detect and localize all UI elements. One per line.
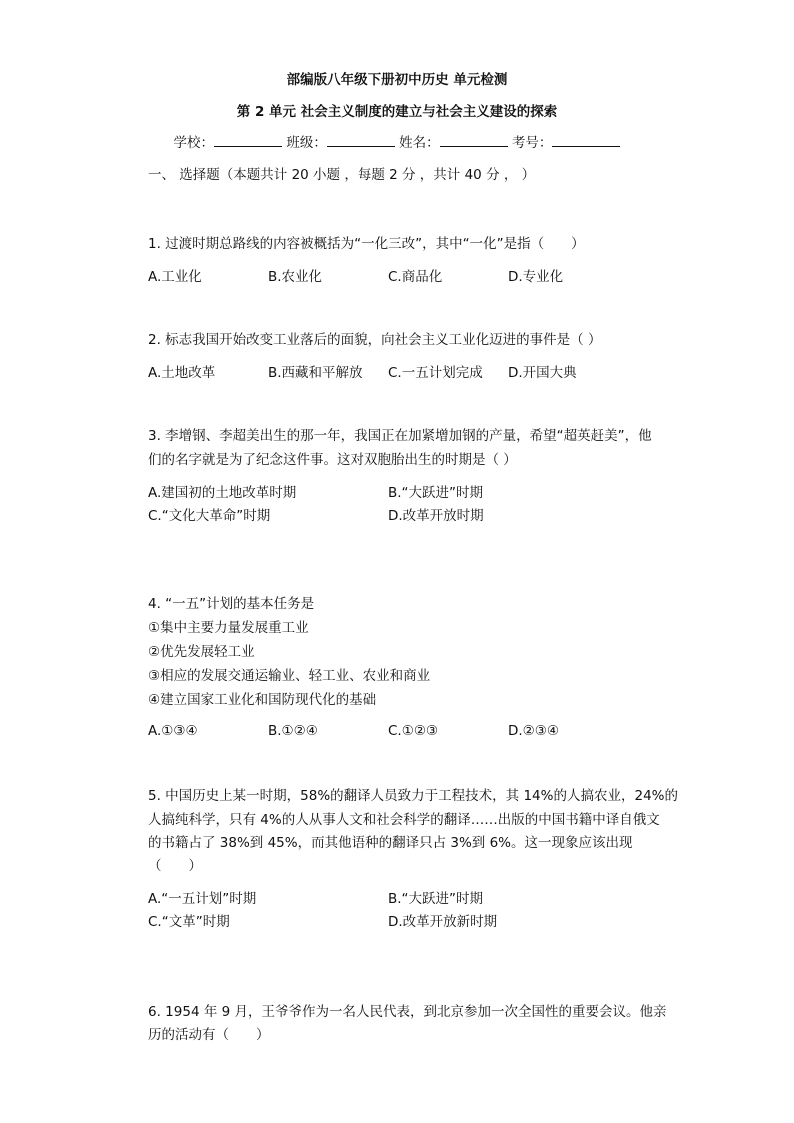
q4-option-d[interactable]: D.②③④ — [508, 723, 559, 739]
question-4-item-4: ④建立国家工业化和国防现代化的基础 — [148, 692, 377, 708]
q3-option-a[interactable]: A.建国初的土地改革时期 — [148, 485, 297, 501]
question-6-stem-line-2: 历的活动有（ ） — [148, 1027, 270, 1043]
question-4-item-2: ②优先发展轻工业 — [148, 644, 255, 660]
q4-option-a[interactable]: A.①③④ — [148, 723, 198, 739]
q5-option-a[interactable]: A.“一五计划”时期 — [148, 891, 257, 907]
class-label: 班级： — [286, 135, 327, 151]
q3-option-d[interactable]: D.改革开放时期 — [388, 508, 484, 524]
q2-option-d[interactable]: D.开国大典 — [508, 365, 577, 381]
page-title: 部编版八年级下册初中历史 单元检测 — [286, 72, 508, 88]
student-info-row — [0, 132, 794, 153]
q1-option-c[interactable]: C.商品化 — [388, 269, 443, 285]
question-4-item-1: ①集中主要力量发展重工业 — [148, 620, 309, 636]
class-field[interactable] — [327, 132, 395, 147]
q2-option-b[interactable]: B.西藏和平解放 — [268, 365, 363, 381]
question-3-stem-line-2: 们的名字就是为了纪念这件事。这对双胞胎出生的时期是（ ） — [148, 452, 517, 468]
school-label: 学校： — [173, 135, 215, 151]
q3-option-c[interactable]: C.“文化大革命”时期 — [148, 508, 271, 524]
q5-option-b[interactable]: B.“大跃进”时期 — [388, 891, 484, 907]
question-4-stem: 4. “一五”计划的基本任务是 — [148, 596, 315, 612]
question-5-stem-line-4: （ ） — [148, 858, 202, 874]
exam-number-label: 考号： — [511, 135, 553, 151]
question-4-item-3: ③相应的发展交通运输业、轻工业、农业和商业 — [148, 668, 431, 684]
q5-option-c[interactable]: C.“文革”时期 — [148, 914, 230, 930]
q2-option-a[interactable]: A.土地改革 — [148, 365, 216, 381]
q1-option-d[interactable]: D.专业化 — [508, 269, 564, 285]
question-1-stem: 1. 过渡时期总路线的内容被概括为“一化三改”，其中“一化”是指（ ） — [148, 236, 585, 252]
q2-option-c[interactable]: C.一五计划完成 — [388, 365, 483, 381]
q5-option-d[interactable]: D.改革开放新时期 — [388, 914, 498, 930]
q4-option-b[interactable]: B.①②④ — [268, 723, 318, 739]
exam-number-field[interactable] — [552, 132, 620, 147]
question-5-stem-line-2: 人搞纯科学，只有 4%的人从事人文和社会科学的翻译……出版的中国书籍中译自俄文 — [148, 812, 660, 828]
q1-option-b[interactable]: B.农业化 — [268, 269, 323, 285]
school-field[interactable] — [214, 132, 282, 147]
section-heading: 一、 选择题（本题共计 20 小题 ，每题 2 分 ，共计 40 分 ， ） — [148, 167, 536, 183]
q3-option-b[interactable]: B.“大跃进”时期 — [388, 485, 484, 501]
question-5-stem-line-3: 的书籍占了 38%到 45%，而其他语种的翻译只占 3%到 6%。这一现象应该出现 — [148, 835, 633, 851]
question-3-stem-line-1: 3. 李增钢、李超美出生的那一年，我国正在加紧增加钢的产量，希望“超英赶美”，他 — [148, 428, 652, 444]
q1-option-a[interactable]: A.工业化 — [148, 269, 202, 285]
q4-option-c[interactable]: C.①②③ — [388, 723, 439, 739]
question-6-stem-line-1: 6. 1954 年 9 月，王爷爷作为一名人民代表，到北京参加一次全国性的重要会议。他亲 — [148, 1004, 667, 1020]
question-2-stem: 2. 标志我国开始改变工业落后的面貌，向社会主义工业化迈进的事件是（ ） — [148, 332, 602, 348]
page-subtitle: 第 2 单元 社会主义制度的建立与社会主义建设的探索 — [236, 104, 558, 120]
name-field[interactable] — [440, 132, 508, 147]
question-5-stem-line-1: 5. 中国历史上某一时期，58%的翻译人员致力于工程技术，其 14%的人搞农业，24%的 — [148, 788, 678, 804]
name-label: 姓名： — [399, 135, 440, 151]
